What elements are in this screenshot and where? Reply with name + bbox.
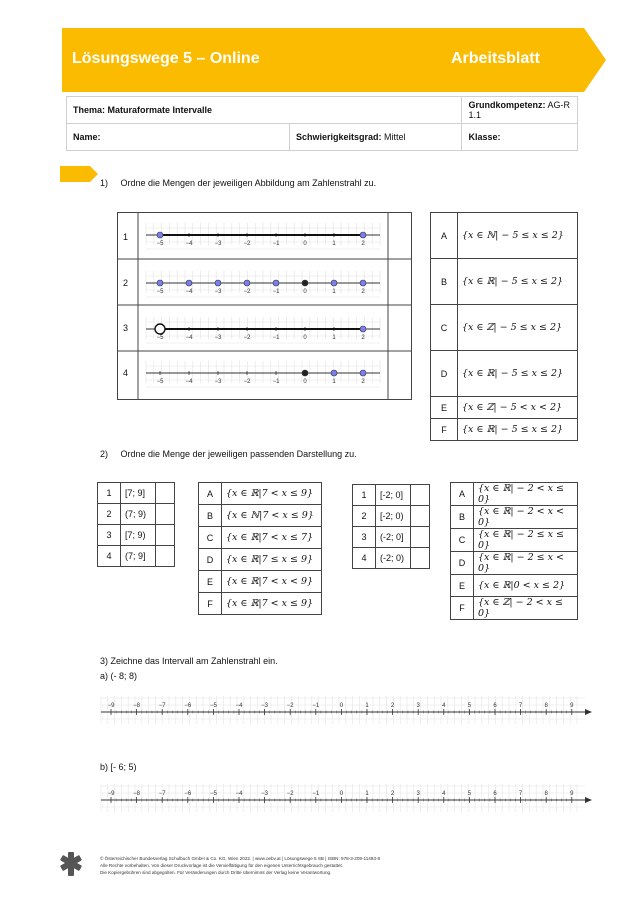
tick-label: 4 [442,703,446,709]
option-letter: B [431,259,458,305]
tick-label: 0 [339,791,344,797]
row-label-4: 4 [123,368,129,378]
tick-label: 4 [442,791,446,797]
task3-instruction: 3) Zeichne das Intervall am Zahlenstrahl ein. [100,656,278,666]
option-letter: C [451,529,474,552]
task1-options-table [430,212,578,441]
publisher-logo-icon [60,852,82,876]
tick-label: −3 [261,791,269,797]
option-set: {𝑥 ∈ ℝ| − 2 ≤ 𝑥 ≤ 0} [474,529,578,552]
option-set: {𝑥 ∈ ℤ| − 2 < 𝑥 ≤ 0} [474,597,578,620]
tick-label: 7 [518,791,523,797]
tick-label: −4 [185,335,193,341]
tick-label: −5 [156,379,164,385]
tick-label: −3 [214,289,222,295]
class-label: Klasse: [468,132,501,142]
tick-label: 7 [518,703,523,709]
option-letter: E [451,575,474,597]
interval-number: 4 [98,546,121,567]
name-label: Name: [73,132,101,142]
tick-label: −2 [243,241,251,247]
tick-label: 8 [544,703,548,709]
option-set: {𝑥 ∈ ℝ| − 5 ≤ 𝑥 ≤ 2} [458,419,578,441]
footer-rights: Alle Rechte vorbehalten. Von dieser Druckvorlage ist die Vervielfältigung für den eigenen Unterrichtsgebrauch gestattet. [100,863,344,868]
class-cell [462,124,578,151]
tick-label: −4 [185,379,193,385]
interval-value: [7; 9] [121,483,156,504]
task2-right-options [450,482,578,620]
header-worksheet-label: Arbeitsblatt [451,50,540,67]
tick-label: 3 [416,791,420,797]
info-table [66,96,578,151]
option-letter: E [199,571,222,593]
integer-point [302,280,308,286]
integer-point [331,280,337,286]
option-set: {𝑥 ∈ ℤ| − 5 ≤ 𝑥 ≤ 2} [458,305,578,351]
option-letter: A [431,213,458,259]
tick-label: 2 [361,379,365,385]
tick-label: −4 [185,241,193,247]
tick-label: 8 [544,791,548,797]
option-set: {𝑥 ∈ ℝ| − 2 ≤ 𝑥 < 0} [474,552,578,575]
natural-point [360,370,366,376]
interval-value: (-2; 0] [376,527,411,548]
option-letter: D [431,351,458,397]
interval-value: (7; 9] [121,546,156,567]
interval-endpoint [360,232,366,238]
topic-cell [67,97,462,124]
option-set: {𝑥 ∈ ℝ|7 < 𝑥 < 9} [222,571,322,593]
option-letter: B [199,505,222,527]
option-set: {𝑥 ∈ ℝ| − 5 ≤ 𝑥 ≤ 2} [458,351,578,397]
tick-label: 0 [303,379,307,385]
interval-endpoint [360,326,366,332]
task2-right-intervals [352,484,430,569]
tick-label: 5 [467,703,472,709]
answer-cell[interactable] [156,546,175,567]
tick-label: 2 [390,791,395,797]
interval-value: [-2; 0) [376,506,411,527]
tick-label: 1 [332,379,336,385]
tick-label: 0 [303,335,307,341]
integer-point [360,280,366,286]
interval-value: (-2; 0) [376,548,411,569]
tick-label: −8 [133,791,141,797]
option-letter: A [199,483,222,505]
tick-label: −3 [214,241,222,247]
axis-arrow [585,797,592,803]
interval-value: (7; 9) [121,504,156,525]
tick-label: −8 [133,703,141,709]
tick-label: −6 [184,703,192,709]
tick-label: −5 [156,241,164,247]
tick-label: −5 [209,703,217,709]
competence-label: Grundkompetenz: [468,100,546,110]
topic-value: Maturaformate Intervalle [107,105,213,115]
tick-label: −2 [243,379,251,385]
tick-label: 0 [303,241,307,247]
interval-number: 1 [98,483,121,504]
tick-label: 2 [390,703,395,709]
option-set: {𝑥 ∈ ℝ|7 < 𝑥 ≤ 9} [222,483,322,505]
tick-label: −1 [312,703,320,709]
tick-label: −1 [312,791,320,797]
task3a-number-line[interactable] [95,694,595,728]
tick-label: 9 [570,703,574,709]
open-endpoint [155,324,165,334]
option-set: {𝑥 ∈ ℕ|7 < 𝑥 ≤ 9} [222,505,322,527]
competence-value: AG-R 1.1 [468,100,570,120]
name-cell [67,124,290,151]
option-set: {𝑥 ∈ ℝ|7 < 𝑥 ≤ 9} [222,593,322,615]
task1-number-line-table [117,212,412,400]
option-set: {𝑥 ∈ ℝ|0 < 𝑥 ≤ 2} [474,575,578,597]
interval-number: 1 [353,485,376,506]
tick-label: −2 [243,335,251,341]
task2-left-options [198,482,322,615]
interval-number: 2 [98,504,121,525]
tick-label: 6 [493,791,497,797]
answer-cell[interactable] [156,504,175,525]
option-set: {𝑥 ∈ ℝ| − 5 ≤ 𝑥 ≤ 2} [458,259,578,305]
option-set: {𝑥 ∈ ℝ| − 2 < 𝑥 < 0} [474,506,578,529]
option-letter: D [199,549,222,571]
row-label-2: 2 [123,278,129,288]
header-arrow-shape [0,0,640,96]
tick-label: 1 [365,703,369,709]
tick-label: 1 [332,289,336,295]
tick-label: −1 [272,289,280,295]
option-set: {𝑥 ∈ ℤ| − 5 < 𝑥 < 2} [458,397,578,419]
option-letter: F [199,593,222,615]
section-marker [60,166,98,182]
tick-label: −2 [286,791,294,797]
option-letter: B [451,506,474,529]
option-letter: C [199,527,222,549]
interval-value: [7; 9) [121,525,156,546]
natural-point [331,370,337,376]
footer-fees: Die Kopiergebühren sind abgegolten. Für Veränderungen durch Dritte übernimmt der Verlag keine Verantwortung. [100,870,332,875]
tick-label: −1 [272,241,280,247]
option-letter: F [431,419,458,441]
header-title: Lösungswege 5 – Online [72,50,260,67]
tick-label: 2 [361,241,365,247]
task2-left-intervals [97,482,175,567]
interval-number: 4 [353,548,376,569]
tick-label: 9 [570,791,574,797]
grid-background [146,361,380,387]
tick-label: 1 [332,241,336,247]
answer-cell[interactable] [411,548,430,569]
integer-point [157,280,163,286]
tick-label: −3 [261,703,269,709]
tick-label: 6 [493,703,497,709]
answer-cell[interactable] [411,527,430,548]
option-letter: D [451,552,474,575]
option-set: {𝑥 ∈ ℝ|7 ≤ 𝑥 ≤ 9} [222,549,322,571]
tick-label: −9 [107,703,115,709]
integer-point [186,280,192,286]
tick-label: −6 [184,791,192,797]
option-set: {𝑥 ∈ ℕ| − 5 ≤ 𝑥 ≤ 2} [458,213,578,259]
task3a-label: a) (- 8; 8) [100,671,138,681]
tick-label: −4 [235,703,243,709]
answer-cell[interactable] [156,525,175,546]
tick-label: −2 [243,289,251,295]
task3b-number-line[interactable] [95,782,595,816]
grid-background [146,271,380,297]
tick-label: 1 [365,791,369,797]
natural-point [302,370,308,376]
competence-cell [462,97,578,124]
difficulty-cell [290,124,462,151]
difficulty-label: Schwierigkeitsgrad: [296,132,382,142]
tick-label: −5 [156,335,164,341]
tick-label: −5 [209,791,217,797]
tick-label: 5 [467,791,472,797]
interval-endpoint [157,232,163,238]
number-line-figures [118,213,411,399]
option-set: {𝑥 ∈ ℝ| − 2 < 𝑥 ≤ 0} [474,483,578,506]
task1-instruction: 1) Ordne die Mengen der jeweiligen Abbildung am Zahlenstrahl zu. [100,178,377,188]
option-letter: C [431,305,458,351]
option-set: {𝑥 ∈ ℝ|7 < 𝑥 ≤ 7} [222,527,322,549]
option-letter: F [451,597,474,620]
tick-label: 0 [339,703,344,709]
answer-cell[interactable] [411,485,430,506]
tick-label: 2 [361,289,365,295]
tick-label: 3 [416,703,420,709]
interval-value: [-2; 0] [376,485,411,506]
tick-label: −3 [214,335,222,341]
difficulty-value: Mittel [384,132,406,142]
tick-label: −9 [107,791,115,797]
interval-number: 3 [98,525,121,546]
option-letter: E [431,397,458,419]
row-label-3: 3 [123,323,129,333]
tick-label: −1 [272,335,280,341]
tick-label: −2 [286,703,294,709]
task2-instruction: 2) Ordne die Menge der jeweiligen passenden Darstellung zu. [100,449,357,459]
tick-label: −5 [156,289,164,295]
tick-label: −7 [158,791,166,797]
header-banner [0,0,640,96]
footer-copyright: © Österreichischer Bundesverlag Schulbuch GmbH & Co. KG, Wien 2022. | www.oebv.at | Lösungswege 5 SB | ISBN: 978-3-209-11493-8 [100,856,381,861]
task3b-label: b) [- 6; 5) [100,762,137,772]
option-letter: A [451,483,474,506]
integer-point [273,280,279,286]
tick-label: 2 [361,335,365,341]
tick-label: −1 [272,379,280,385]
interval-number: 2 [353,506,376,527]
tick-label: 1 [332,335,336,341]
tick-label: −3 [214,379,222,385]
axis-arrow [585,709,592,715]
tick-label: −4 [185,289,193,295]
tick-label: −7 [158,703,166,709]
integer-point [215,280,221,286]
row-label-1: 1 [123,232,129,242]
tick-label: −4 [235,791,243,797]
answer-cell[interactable] [156,483,175,504]
integer-point [244,280,250,286]
interval-number: 3 [353,527,376,548]
answer-cell[interactable] [411,506,430,527]
tick-label: 0 [303,289,307,295]
topic-label: Thema: [73,105,106,115]
